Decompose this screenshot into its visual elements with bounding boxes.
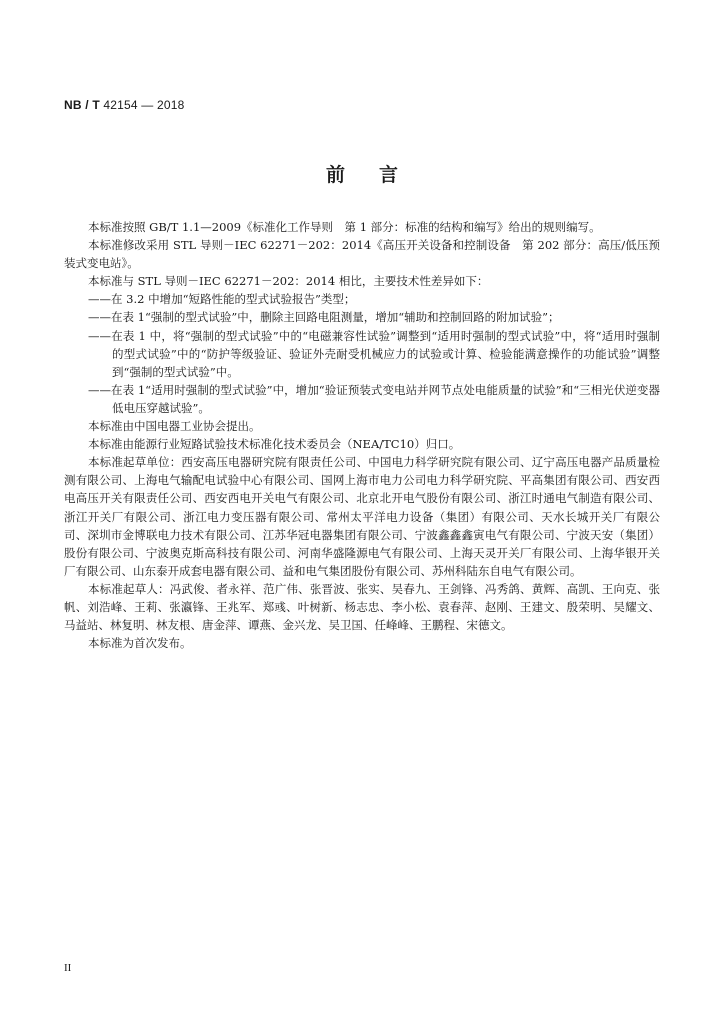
paragraph-first-release: 本标准为首次发布。 — [88, 636, 192, 651]
paragraph-proposed-by: 本标准由中国电器工业协会提出。 — [88, 419, 261, 434]
paragraph-drafters: 本标准起草人：冯武俊、者永祥、范广伟、张晋波、张实、吴春九、王剑锋、冯秀鸽、黄辉、高凯、王向克、张帆、刘浩峰、王莉、张瀛锋、王兆军、郑彧、叶树新、杨志忠、李小松、袁春萍、赵刚、王建文、殷荣明、吴耀文、马益站、林复明、林友根、唐金萍、谭燕、金兴龙、吴卫国、任峰峰、王鹏程、宋德文。 — [64, 581, 660, 633]
page-title: 前言 — [325, 164, 432, 186]
difference-item-3: ——在表 1 中，将“强制的型式试验”中的“电磁兼容性试验”调整到“适用时强制的型式试验”中，将“适用时强制的型式试验”中的“防护等级验证、验证外壳耐受机械应力的试验或计算、检验能满意操作的功能试验”调整到“强制的型式试验”中。 — [88, 328, 660, 379]
paragraph-under-jurisdiction: 本标准由能源行业短路试验技术标准化技术委员会（NEA/TC10）归口。 — [88, 437, 461, 452]
page-number: II — [64, 962, 72, 974]
paragraph-drafting-units: 本标准起草单位：西安高压电器研究院有限责任公司、中国电力科学研究院有限公司、辽宁高压电器产品质量检测有限公司、上海电气输配电试验中心有限公司、国网上海市电力公司电力科学研究院、平高集团有限公司、西安西电高压开关有限责任公司、西安西电开关电气有限公司、北京北开电气股份有限公司、浙江时通电气制造有限公司、浙江开关厂有限公司、浙江电力变压器有限公司、常州太平洋电力设备（集团）有限公司、天水长城开关厂有限公司、深圳市金博联电力技术有限公司、江苏华冠电器集团有限公司、宁波鑫鑫鑫寅电气有限公司、宁波天安（集团）股份有限公司、宁波奥克斯高科技有限公司、河南华盛隆源电气有限公司、上海天灵开关厂有限公司、上海华银开关厂有限公司、山东泰开成套电器有限公司、益和电气集团股份有限公司、苏州科陆东自电气有限公司。 — [64, 455, 660, 578]
difference-item-1: ——在 3.2 中增加“短路性能的型式试验报告”类型； — [88, 292, 356, 307]
standard-code-prefix: NB / T — [64, 98, 100, 112]
paragraph-drafting-rules: 本标准按照 GB/T 1.1—2009《标准化工作导则 第 1 部分：标准的结构和编写》给出的规则编写。 — [88, 220, 601, 234]
paragraph-adoption: 本标准修改采用 STL 导则－IEC 62271－202：2014《高压开关设备和控制设备 第 202 部分：高压/低压预装式变电站》。 — [64, 238, 660, 271]
difference-item-4: ——在表 1“适用时强制的型式试验”中，增加“验证预装式变电站并网节点处电能质量的试验”和“三相光伏逆变器低电压穿越试验”。 — [88, 382, 660, 415]
standard-code — [64, 98, 185, 112]
difference-item-2: ——在表 1“强制的型式试验”中，删除主回路电阻测量，增加“辅助和控制回路的附加试验”； — [88, 310, 560, 325]
foreword-body — [64, 218, 660, 652]
paragraph-differences-intro: 本标准与 STL 导则－IEC 62271－202：2014 相比，主要技术性差异如下： — [88, 274, 489, 289]
standard-code-rest: 42154 — 2018 — [99, 98, 185, 112]
